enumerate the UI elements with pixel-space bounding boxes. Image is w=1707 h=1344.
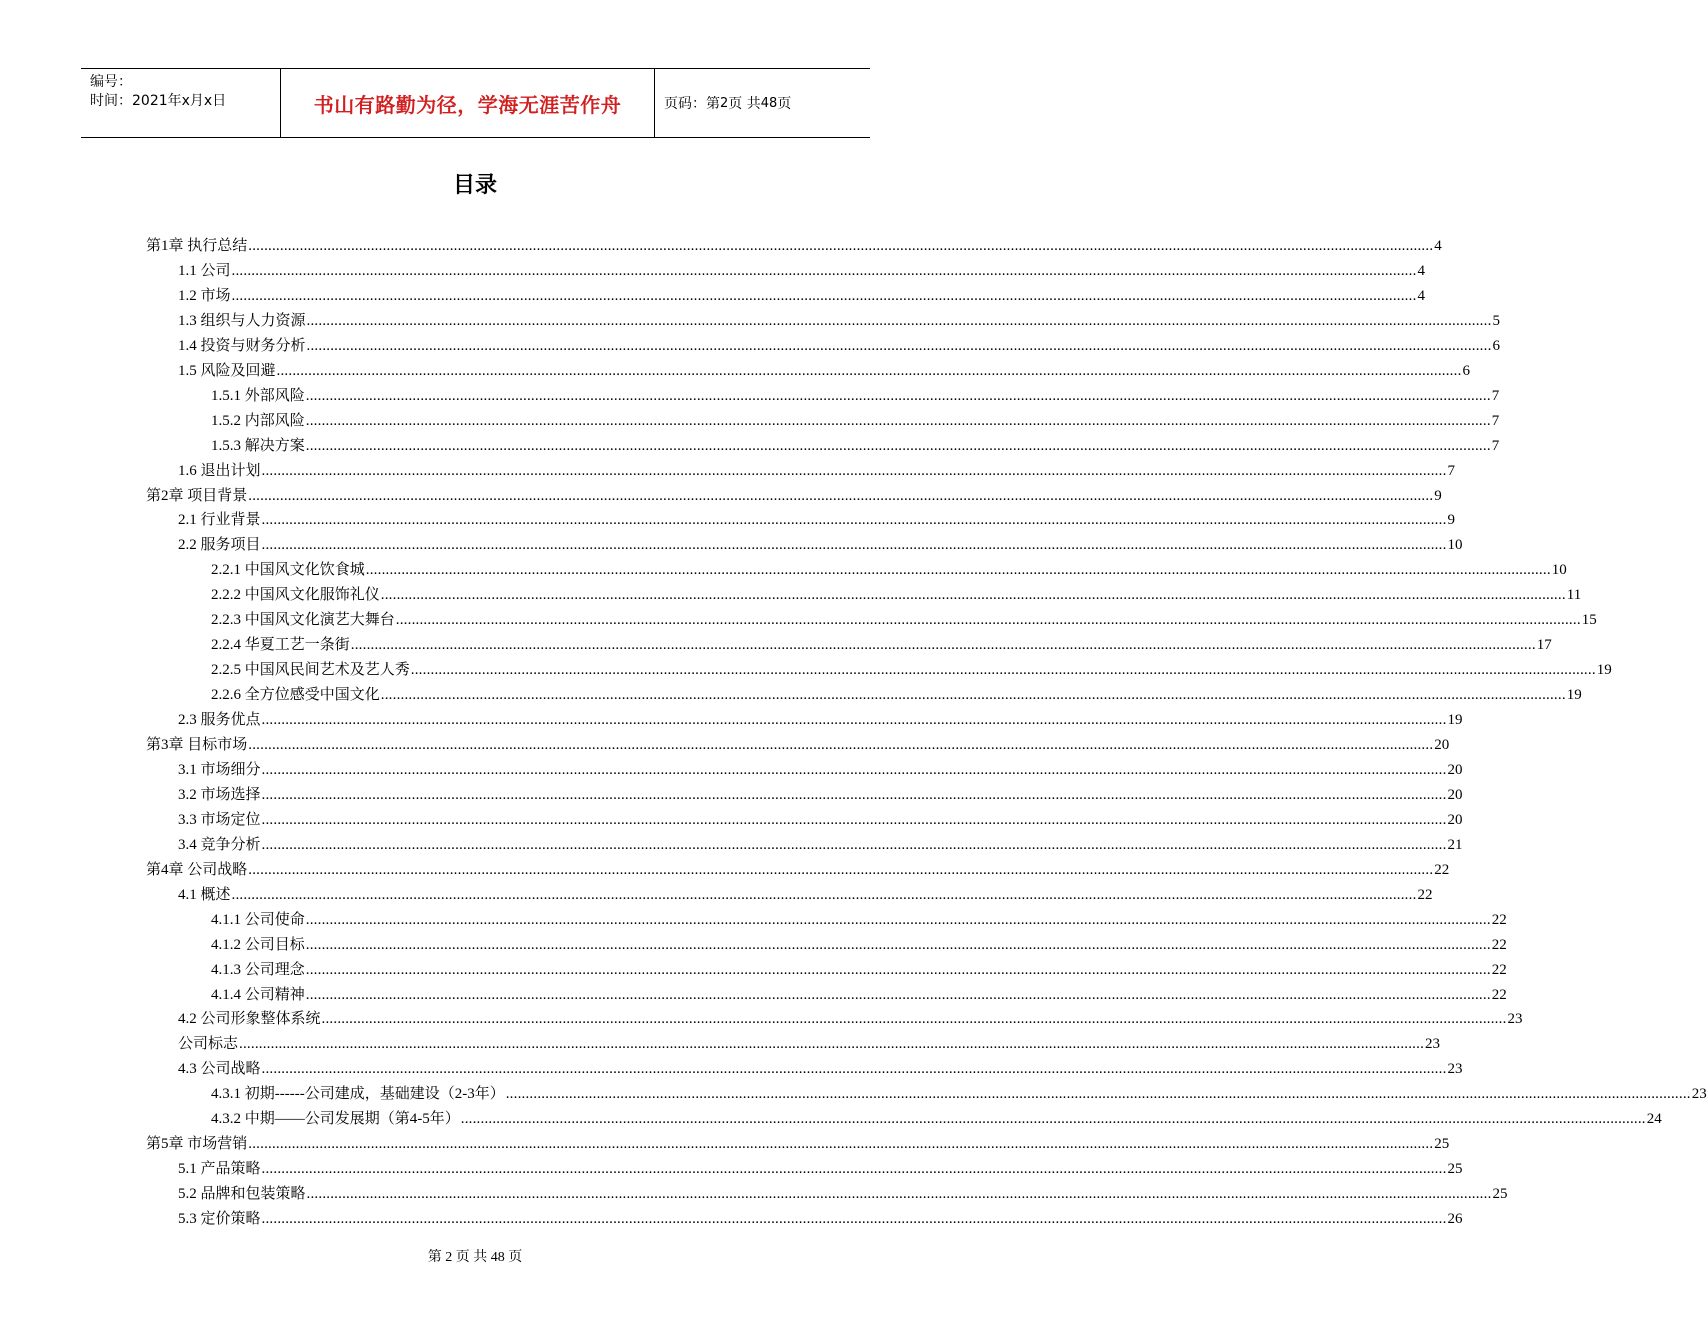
toc-entry-page: 11 (1566, 587, 1582, 603)
toc-entry[interactable] (178, 1031, 1441, 1053)
toc-leader-dots: ............................................................................................................................................................................................................................................................................................................ (248, 737, 1434, 753)
toc-entry-page: 4 (1417, 263, 1426, 279)
toc-leader-dots: ............................................................................................................................................................................................................................................................................................................ (261, 762, 1447, 778)
toc-entry[interactable] (178, 1181, 1508, 1203)
toc-leader-dots: ............................................................................................................................................................................................................................................................................................................ (239, 1036, 1425, 1052)
header-meta-cell (81, 69, 281, 137)
toc-entry-label: 2.2.6 全方位感受中国文化 (211, 687, 380, 703)
toc-entry[interactable] (178, 1156, 1463, 1178)
toc-entry[interactable] (178, 882, 1433, 904)
toc-leader-dots: ............................................................................................................................................................................................................................................................................................................ (505, 1086, 1691, 1102)
toc-entry[interactable] (178, 782, 1463, 804)
toc-entry-label: 2.2.5 中国风民间艺术及艺人秀 (211, 662, 410, 678)
toc-entry-page: 22 (1491, 962, 1507, 978)
toc-entry[interactable] (211, 907, 1507, 929)
time-label: 时间：2021年x月x日 (90, 93, 227, 109)
page-header (81, 68, 870, 138)
toc-entry-page: 7 (1491, 438, 1500, 454)
toc-entry-label: 4.3.2 中期——公司发展期（第4-5年） (211, 1111, 460, 1127)
toc-entry-label: 第4章 公司战略 (146, 862, 248, 878)
toc-entry[interactable] (178, 1006, 1523, 1028)
toc-leader-dots: ............................................................................................................................................................................................................................................................................................................ (261, 537, 1447, 553)
toc-leader-dots: ............................................................................................................................................................................................................................................................................................................ (231, 887, 1417, 903)
toc-leader-dots: ............................................................................................................................................................................................................................................................................................................ (276, 363, 1462, 379)
toc-leader-dots: ............................................................................................................................................................................................................................................................................................................ (380, 587, 1566, 603)
toc-entry-label: 1.5 风险及回避 (178, 363, 276, 379)
toc-entry-label: 4.2 公司形象整体系统 (178, 1011, 321, 1027)
toc-leader-dots: ............................................................................................................................................................................................................................................................................................................ (248, 1136, 1434, 1152)
toc-leader-dots: ............................................................................................................................................................................................................................................................................................................ (261, 712, 1447, 728)
toc-leader-dots: ............................................................................................................................................................................................................................................................................................................ (261, 512, 1447, 528)
toc-leader-dots: ............................................................................................................................................................................................................................................................................................................ (261, 1161, 1447, 1177)
toc-leader-dots: ............................................................................................................................................................................................................................................................................................................ (305, 413, 1491, 429)
toc-entry-label: 4.1.4 公司精神 (211, 987, 305, 1003)
toc-entry[interactable] (211, 982, 1507, 1004)
toc-leader-dots: ............................................................................................................................................................................................................................................................................................................ (305, 987, 1491, 1003)
toc-entry[interactable] (211, 957, 1507, 979)
toc-entry-page: 6 (1462, 363, 1471, 379)
toc-entry-label: 4.3 公司战略 (178, 1061, 261, 1077)
toc-entry-page: 17 (1536, 637, 1552, 653)
toc-entry[interactable] (178, 832, 1463, 854)
toc-entry[interactable] (178, 507, 1456, 529)
toc-entry-page: 23 (1691, 1086, 1707, 1102)
toc-entry-page: 22 (1417, 887, 1433, 903)
toc-entry[interactable] (178, 1056, 1463, 1078)
toc-entry-label: 1.1 公司 (178, 263, 231, 279)
toc-entry[interactable] (211, 632, 1552, 654)
toc-entry[interactable] (146, 483, 1442, 505)
toc-entry-page: 22 (1491, 937, 1507, 953)
toc-entry-page: 24 (1646, 1111, 1662, 1127)
toc-entry-page: 7 (1491, 388, 1500, 404)
toc-entry[interactable] (178, 333, 1501, 355)
toc-entry[interactable] (211, 383, 1500, 405)
toc-entry[interactable] (146, 732, 1450, 754)
toc-entry-label: 3.4 竞争分析 (178, 837, 261, 853)
toc-leader-dots: ............................................................................................................................................................................................................................................................................................................ (460, 1111, 1646, 1127)
toc-entry-label: 4.3.1 初期------公司建成，基础建设（2-3年） (211, 1086, 505, 1102)
toc-leader-dots: ............................................................................................................................................................................................................................................................................................................ (261, 812, 1447, 828)
toc-entry-page: 23 (1507, 1011, 1523, 1027)
toc-leader-dots: ............................................................................................................................................................................................................................................................................................................ (395, 612, 1581, 628)
toc-leader-dots: ............................................................................................................................................................................................................................................................................................................ (261, 787, 1447, 803)
toc-entry-label: 2.3 服务优点 (178, 712, 261, 728)
toc-entry[interactable] (211, 1081, 1707, 1103)
toc-entry-page: 21 (1447, 837, 1463, 853)
toc-entry-label: 第2章 项目背景 (146, 488, 248, 504)
toc-entry-page: 4 (1417, 288, 1426, 304)
header-motto: 书山有路勤为径，学海无涯苦作舟 (281, 69, 655, 137)
toc-entry-label: 2.1 行业背景 (178, 512, 261, 528)
toc-entry-page: 7 (1447, 463, 1456, 479)
toc-entry[interactable] (178, 757, 1463, 779)
toc-entry[interactable] (211, 657, 1612, 679)
toc-entry-page: 20 (1434, 737, 1450, 753)
toc-entry-label: 4.1.3 公司理念 (211, 962, 305, 978)
toc-entry[interactable] (178, 458, 1456, 480)
toc-entry-label: 2.2.1 中国风文化饮食城 (211, 562, 365, 578)
toc-entry-page: 19 (1566, 687, 1582, 703)
toc-leader-dots: ............................................................................................................................................................................................................................................................................................................ (306, 338, 1492, 354)
toc-entry-label: 2.2 服务项目 (178, 537, 261, 553)
toc-leader-dots: ............................................................................................................................................................................................................................................................................................................ (261, 1211, 1447, 1227)
toc-leader-dots: ............................................................................................................................................................................................................................................................................................................ (231, 263, 1417, 279)
toc-leader-dots: ............................................................................................................................................................................................................................................................................................................ (305, 388, 1491, 404)
toc-entry-page: 19 (1596, 662, 1612, 678)
toc-entry-page: 9 (1434, 488, 1442, 504)
toc-entry[interactable] (211, 408, 1500, 430)
toc-entry[interactable] (178, 1206, 1463, 1228)
toc-leader-dots: ............................................................................................................................................................................................................................................................................................................ (248, 238, 1434, 254)
toc-entry-page: 23 (1447, 1061, 1463, 1077)
toc-entry-label: 1.5.1 外部风险 (211, 388, 305, 404)
toc-entry[interactable] (211, 433, 1500, 455)
toc-entry-label: 2.2.2 中国风文化服饰礼仪 (211, 587, 380, 603)
toc-entry-label: 1.3 组织与人力资源 (178, 313, 306, 329)
page-prefix: 页码：第 (664, 96, 720, 112)
toc-leader-dots: ............................................................................................................................................................................................................................................................................................................ (248, 862, 1434, 878)
toc-entry-label: 5.1 产品策略 (178, 1161, 261, 1177)
toc-entry[interactable] (178, 532, 1463, 554)
toc-entry-label: 公司标志 (178, 1036, 239, 1052)
toc-entry[interactable] (211, 682, 1582, 704)
page-title: 目录 (452, 173, 497, 198)
toc-leader-dots: ............................................................................................................................................................................................................................................................................................................ (305, 438, 1491, 454)
toc-entry[interactable] (146, 233, 1442, 255)
toc-entry-page: 20 (1447, 762, 1463, 778)
toc-entry-page: 22 (1491, 912, 1507, 928)
toc-leader-dots: ............................................................................................................................................................................................................................................................................................................ (305, 912, 1491, 928)
toc-entry-page: 25 (1492, 1186, 1508, 1202)
toc-entry-page: 26 (1447, 1211, 1463, 1227)
toc-entry-label: 2.2.3 中国风文化演艺大舞台 (211, 612, 395, 628)
toc-entry[interactable] (211, 607, 1597, 629)
toc-entry-label: 5.3 定价策略 (178, 1211, 261, 1227)
page-mid: 页 共 (728, 96, 761, 112)
page-total: 48 (760, 95, 778, 111)
toc-entry-page: 7 (1491, 413, 1500, 429)
header-page-info (655, 69, 870, 137)
page-suffix: 页 (777, 96, 792, 112)
toc-leader-dots: ............................................................................................................................................................................................................................................................................................................ (380, 687, 1566, 703)
toc-leader-dots: ............................................................................................................................................................................................................................................................................................................ (261, 463, 1447, 479)
toc-entry-label: 3.1 市场细分 (178, 762, 261, 778)
toc-entry[interactable] (211, 582, 1582, 604)
toc-entry-page: 20 (1447, 812, 1463, 828)
toc-entry-label: 第1章 执行总结 (146, 238, 248, 254)
toc-entry[interactable] (146, 857, 1450, 879)
toc-leader-dots: ............................................................................................................................................................................................................................................................................................................ (350, 637, 1536, 653)
toc-entry[interactable] (178, 358, 1471, 380)
toc-entry-page: 4 (1434, 238, 1442, 254)
toc-entry-label: 5.2 品牌和包装策略 (178, 1186, 306, 1202)
toc-entry-page: 22 (1434, 862, 1450, 878)
toc-entry-page: 10 (1551, 562, 1567, 578)
toc-entry[interactable] (211, 1106, 1662, 1128)
toc-leader-dots: ............................................................................................................................................................................................................................................................................................................ (410, 662, 1596, 678)
toc-leader-dots: ............................................................................................................................................................................................................................................................................................................ (321, 1011, 1507, 1027)
toc-entry-label: 1.5.3 解决方案 (211, 438, 305, 454)
toc-entry[interactable] (178, 807, 1463, 829)
toc-entry-label: 4.1.1 公司使命 (211, 912, 305, 928)
toc-entry[interactable] (211, 932, 1507, 954)
toc-entry-page: 25 (1447, 1161, 1463, 1177)
toc-leader-dots: ............................................................................................................................................................................................................................................................................................................ (231, 288, 1417, 304)
toc-entry[interactable] (178, 258, 1426, 280)
toc-entry-page: 15 (1581, 612, 1597, 628)
toc-leader-dots: ............................................................................................................................................................................................................................................................................................................ (305, 937, 1491, 953)
toc-entry-label: 1.6 退出计划 (178, 463, 261, 479)
toc-leader-dots: ............................................................................................................................................................................................................................................................................................................ (248, 488, 1434, 504)
toc-entry[interactable] (211, 557, 1567, 579)
toc-entry[interactable] (146, 1131, 1450, 1153)
toc-entry-label: 2.2.4 华夏工艺一条街 (211, 637, 350, 653)
toc-entry[interactable] (178, 308, 1501, 330)
toc-leader-dots: ............................................................................................................................................................................................................................................................................................................ (261, 837, 1447, 853)
toc-leader-dots: ............................................................................................................................................................................................................................................................................................................ (365, 562, 1551, 578)
toc-entry-label: 3.2 市场选择 (178, 787, 261, 803)
toc-leader-dots: ............................................................................................................................................................................................................................................................................................................ (306, 1186, 1492, 1202)
toc-entry-label: 4.1 概述 (178, 887, 231, 903)
toc-leader-dots: ............................................................................................................................................................................................................................................................................................................ (306, 313, 1492, 329)
toc-entry-page: 5 (1492, 313, 1501, 329)
toc-entry-page: 6 (1492, 338, 1501, 354)
toc-entry-page: 19 (1447, 712, 1463, 728)
toc-entry-label: 1.4 投资与财务分析 (178, 338, 306, 354)
toc-entry-page: 20 (1447, 787, 1463, 803)
page-footer: 第 2 页 共 48 页 (427, 1250, 523, 1265)
toc-entry-label: 4.1.2 公司目标 (211, 937, 305, 953)
toc-entry-label: 3.3 市场定位 (178, 812, 261, 828)
toc-entry-label: 第3章 目标市场 (146, 737, 248, 753)
toc-entry-label: 1.2 市场 (178, 288, 231, 304)
toc-entry-page: 25 (1434, 1136, 1450, 1152)
toc-entry[interactable] (178, 283, 1426, 305)
toc-entry-page: 10 (1447, 537, 1463, 553)
toc-entry-page: 23 (1425, 1036, 1441, 1052)
toc-entry-page: 22 (1491, 987, 1507, 1003)
code-label: 编号： (90, 74, 132, 90)
toc-leader-dots: ............................................................................................................................................................................................................................................................................................................ (305, 962, 1491, 978)
page-current: 2 (720, 95, 729, 111)
toc-entry-page: 9 (1447, 512, 1456, 528)
toc-leader-dots: ............................................................................................................................................................................................................................................................................................................ (261, 1061, 1447, 1077)
toc-entry-label: 1.5.2 内部风险 (211, 413, 305, 429)
toc-entry[interactable] (178, 707, 1463, 729)
toc-entry-label: 第5章 市场营销 (146, 1136, 248, 1152)
